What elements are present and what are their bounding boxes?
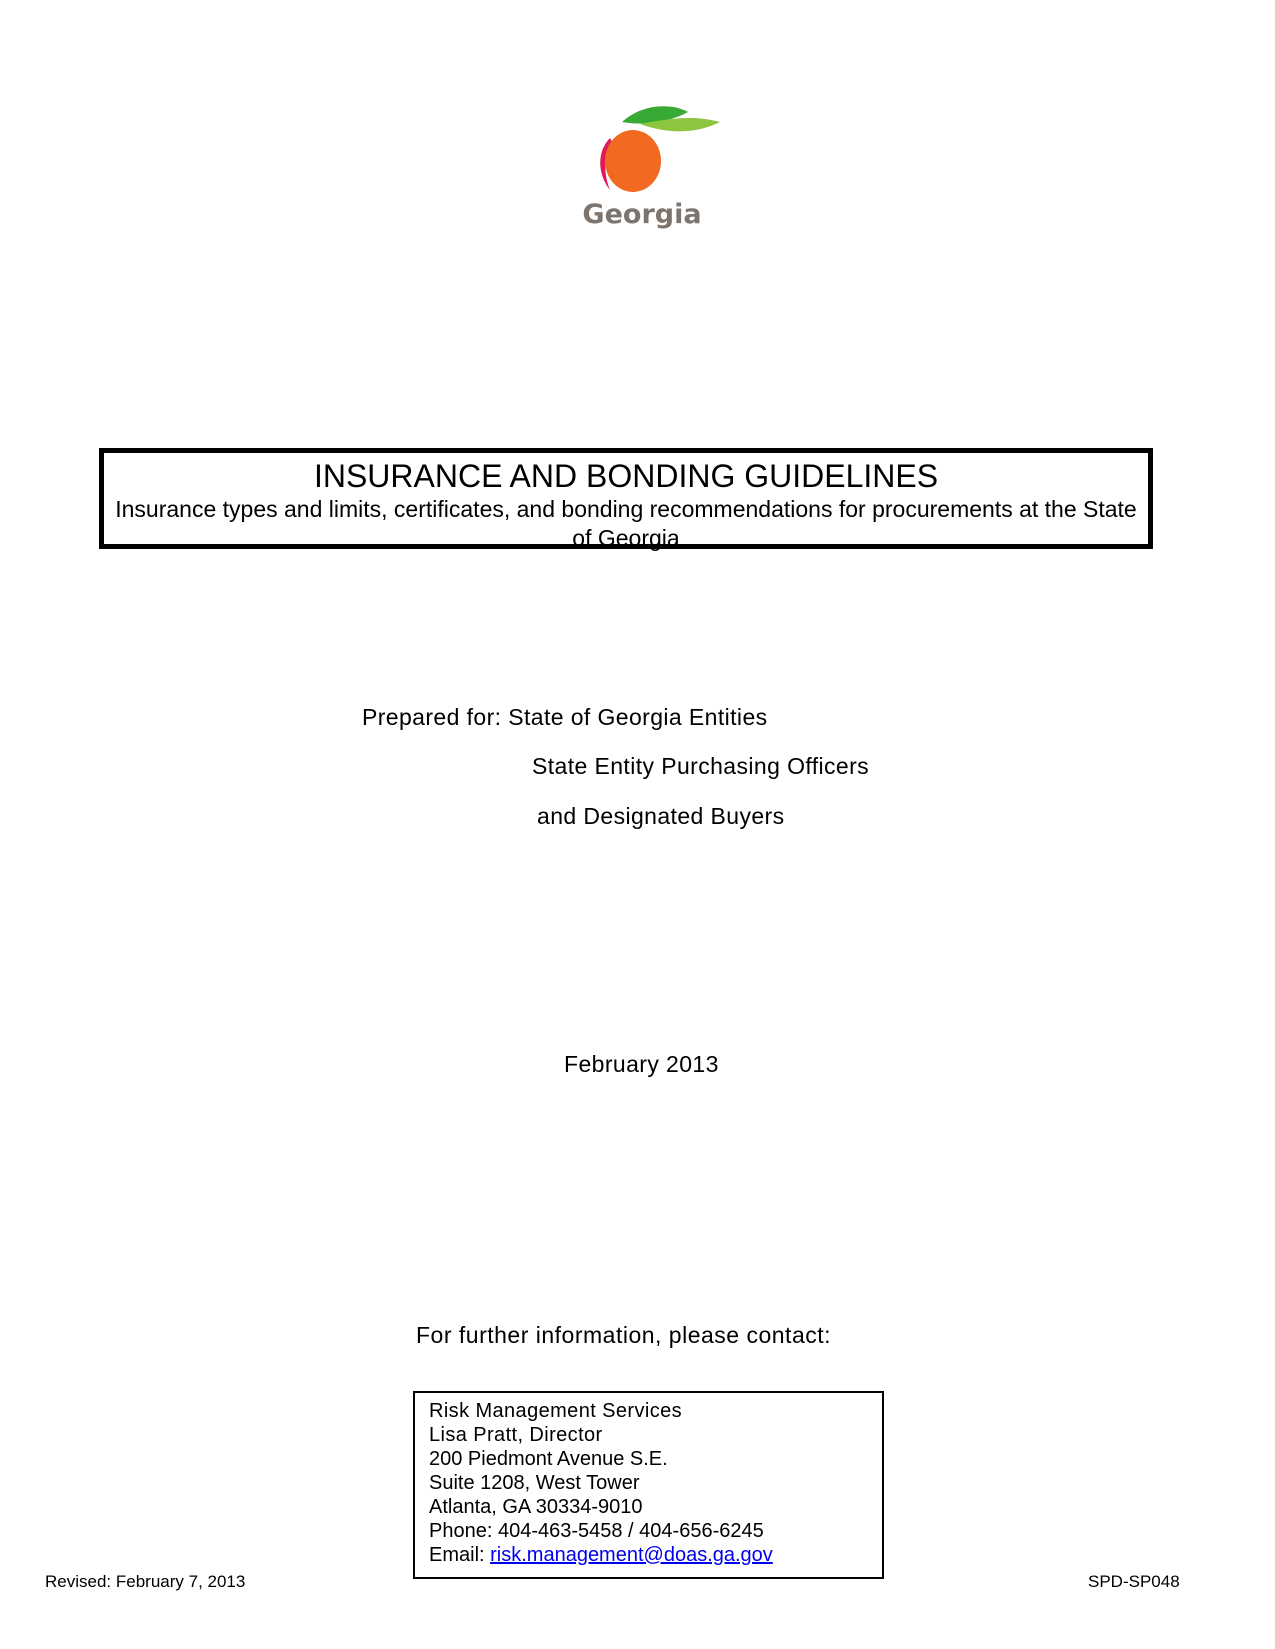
prepared-for-line-1: State Entity Purchasing Officers [532, 753, 870, 779]
contact-email-link[interactable]: risk.management@doas.ga.gov [490, 1544, 773, 1566]
prepared-for-label: Prepared for: State of Georgia Entities [362, 704, 768, 730]
contact-address-1: 200 Piedmont Avenue S.E. [429, 1448, 668, 1470]
contact-email-label: Email: [429, 1544, 491, 1566]
publication-date: February 2013 [564, 1051, 719, 1077]
title-box [99, 448, 1153, 549]
contact-box [413, 1391, 884, 1579]
form-id: SPD-SP048 [1088, 1572, 1180, 1591]
logo-wordmark: Georgia [582, 199, 702, 230]
contact-phone: Phone: 404-463-5458 / 404-656-6245 [429, 1520, 764, 1542]
contact-email-row [429, 1543, 882, 1567]
peach-logo-icon [570, 100, 750, 240]
contact-org: Risk Management Services [429, 1400, 683, 1422]
revised-date: Revised: February 7, 2013 [45, 1572, 246, 1591]
document-subtitle: Insurance types and limits, certificates, and bonding recommendations for procurements at the State of Georgia [115, 496, 1137, 551]
contact-name: Lisa Pratt, Director [429, 1424, 603, 1446]
contact-city: Atlanta, GA 30334-9010 [429, 1496, 643, 1518]
prepared-for-line-2: and Designated Buyers [537, 803, 785, 829]
georgia-logo [570, 100, 750, 240]
contact-heading: For further information, please contact: [416, 1322, 832, 1348]
contact-address-2: Suite 1208, West Tower [429, 1472, 640, 1494]
document-title: INSURANCE AND BONDING GUIDELINES [313, 458, 939, 494]
